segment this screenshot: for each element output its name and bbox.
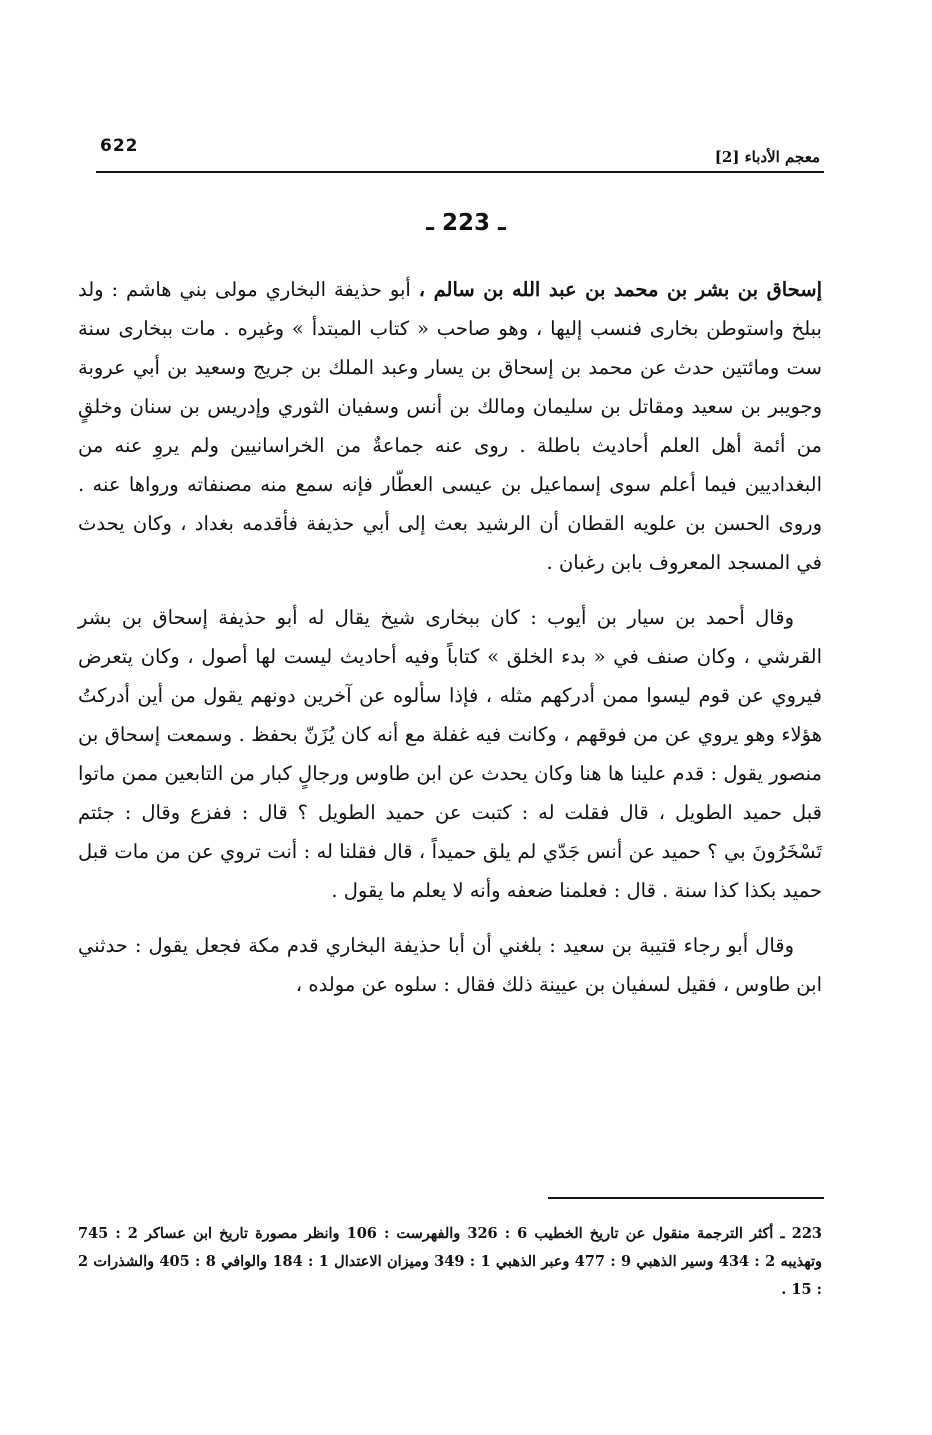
entry-lead-name: إسحاق بن بشر بن محمد بن عبد الله بن سالم ،	[418, 278, 823, 301]
entry-body	[78, 270, 822, 1004]
running-head	[96, 136, 820, 172]
paragraph-1	[78, 270, 822, 582]
paragraph-2: وقال أحمد بن سيار بن أيوب : كان ببخارى شيخ يقال له أبو حذيفة إسحاق بن بشر القرشي ، وكان صنف في « بدء الخلق » كتاباً وفيه أحاديث ليست لها أصول ، وكان يتعرض فيروي عن قوم ليسوا ممن أدركهم مثله ، فإذا سألوه عن آخرين دونهم يقول من أين أدركتُ هؤلاء وهو يروي عن من فوقهم ، وكانت فيه غفلة مع أنه كان يُزَنّ بحفظ . وسمعت إسحاق بن منصور يقول : قدم علينا ها هنا وكان يحدث عن ابن طاوس ورجالٍ كبار من التابعين ممن ماتوا قبل حميد الطويل ، قال فقلت له : كتبت عن حميد الطويل ؟ قال : ففزع وقال : جئتم تَسْخَرُونَ بي ؟ حميد عن أنس جَدّي لم يلق حميداً ، قال فقلنا له : أنت تروي عن من مات قبل حميد بكذا كذا سنة . قال : فعلمنا ضعفه وأنه لا يعلم ما يقول .	[78, 606, 822, 902]
entry-number: ـ 223 ـ	[426, 210, 506, 236]
header-rule	[96, 171, 824, 173]
paragraph-3: وقال أبو رجاء قتيبة بن سعيد : بلغني أن أبا حذيفة البخاري قدم مكة فجعل يقول : حدثني ابن طاوس ، فقيل لسفيان بن عيينة ذلك فقال : سلوه عن مولده ،	[78, 934, 822, 996]
footnote-rule	[548, 1197, 824, 1199]
page-number: 622	[100, 136, 139, 156]
footnotes	[78, 1220, 822, 1304]
paragraph-1-text: أبو حذيفة البخاري مولى بني هاشم : ولد ببلخ واستوطن بخارى فنسب إليها ، وهو صاحب « كتاب المبتدأ » وغيره . مات ببخارى سنة ست ومائتين حدث عن محمد بن إسحاق بن يسار وعبد الملك بن جريج وسعيد بن أبي عروبة وجويبر بن سعيد ومقاتل بن سليمان ومالك بن أنس وسفيان الثوري وإدريس بن سنان وخلقٍ من أئمة أهل العلم أحاديث باطلة . روى عنه جماعةٌ من الخراسانيين ولم يروِ عنه من البغداديين فيما أعلم سوى إسماعيل بن عيسى العطّار فإنه سمع منه مصنفاته ورواها عنه . وروى الحسن بن علويه القطان أن الرشيد بعث إلى أبي حذيفة فأقدمه بغداد ، وكان يحدث في المسجد المعروف بابن رغبان .	[78, 278, 822, 574]
book-title: معجم الأدباء [2]	[714, 148, 820, 166]
footnote-223: 223 ـ أكثر الترجمة منقول عن تاريخ الخطيب 6 : 326 والفهرست : 106 وانظر مصورة تاريخ ابن عساكر 2 : 745 وتهذيبه 2 : 434 وسير الذهبي 9 : 477 وعبر الذهبي 1 : 349 وميزان الاعتدال 1 : 184 والوافي 8 : 405 والشذرات 2 : 15 .	[78, 1225, 823, 1298]
